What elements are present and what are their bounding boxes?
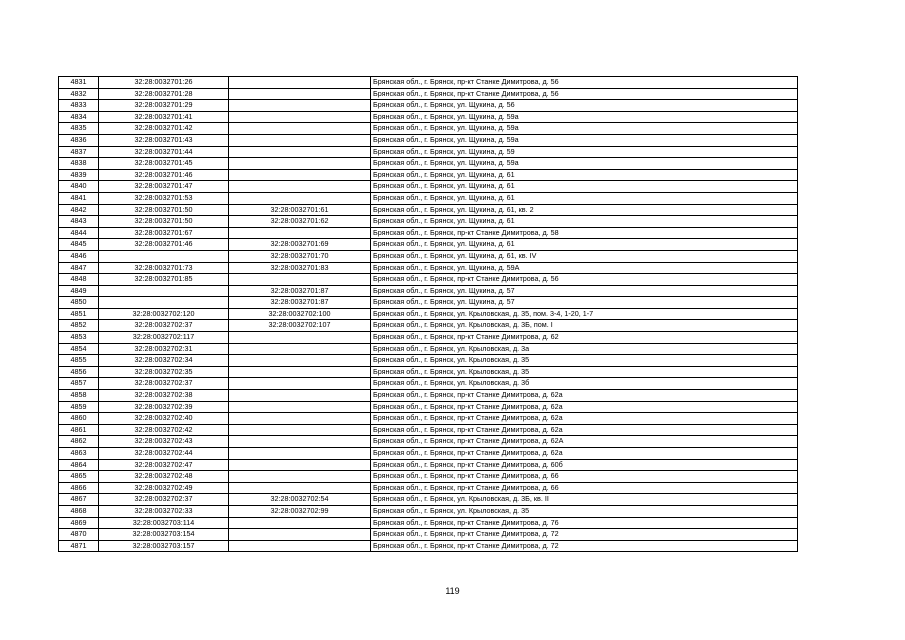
row-number-cell: 4869: [59, 517, 99, 529]
address-cell: Брянская обл., г. Брянск, ул. Крыловская, д. 3Б, пом. I: [371, 320, 798, 332]
table-row: [59, 123, 798, 135]
cadastral-number-cell: 32:28:0032703:154: [99, 529, 229, 541]
row-number-cell: 4866: [59, 482, 99, 494]
registry-table: [58, 76, 798, 552]
table-row: [59, 436, 798, 448]
row-number-cell: 4858: [59, 390, 99, 402]
cadastral-number-cell: 32:28:0032701:29: [99, 100, 229, 112]
related-cadastral-number-cell: 32:28:0032701:87: [229, 297, 371, 309]
related-cadastral-number-cell: [229, 482, 371, 494]
related-cadastral-number-cell: [229, 401, 371, 413]
address-cell: Брянская обл., г. Брянск, пр-кт Станке Димитрова, д. 72: [371, 529, 798, 541]
related-cadastral-number-cell: [229, 77, 371, 89]
address-cell: Брянская обл., г. Брянск, ул. Крыловская, д. 35: [371, 355, 798, 367]
related-cadastral-number-cell: [229, 413, 371, 425]
related-cadastral-number-cell: [229, 540, 371, 552]
row-number-cell: 4862: [59, 436, 99, 448]
table-row: [59, 111, 798, 123]
cadastral-number-cell: 32:28:0032701:45: [99, 158, 229, 170]
cadastral-number-cell: 32:28:0032702:117: [99, 332, 229, 344]
cadastral-number-cell: 32:28:0032701:41: [99, 111, 229, 123]
row-number-cell: 4833: [59, 100, 99, 112]
related-cadastral-number-cell: 32:28:0032702:54: [229, 494, 371, 506]
address-cell: Брянская обл., г. Брянск, пр-кт Станке Димитрова, д. 62а: [371, 401, 798, 413]
row-number-cell: 4840: [59, 181, 99, 193]
table-row: [59, 239, 798, 251]
table-row: [59, 77, 798, 89]
cadastral-number-cell: 32:28:0032702:35: [99, 366, 229, 378]
related-cadastral-number-cell: [229, 343, 371, 355]
table-row: [59, 297, 798, 309]
row-number-cell: 4861: [59, 424, 99, 436]
related-cadastral-number-cell: [229, 390, 371, 402]
address-cell: Брянская обл., г. Брянск, ул. Щукина, д. 61: [371, 192, 798, 204]
related-cadastral-number-cell: [229, 146, 371, 158]
table-row: [59, 471, 798, 483]
cadastral-number-cell: 32:28:0032702:38: [99, 390, 229, 402]
row-number-cell: 4857: [59, 378, 99, 390]
related-cadastral-number-cell: [229, 448, 371, 460]
table-row: [59, 181, 798, 193]
row-number-cell: 4832: [59, 88, 99, 100]
address-cell: Брянская обл., г. Брянск, ул. Щукина, д. 61: [371, 216, 798, 228]
table-row: [59, 146, 798, 158]
cadastral-number-cell: 32:28:0032702:44: [99, 448, 229, 460]
table-row: [59, 366, 798, 378]
address-cell: Брянская обл., г. Брянск, пр-кт Станке Димитрова, д. 62а: [371, 424, 798, 436]
table-row: [59, 529, 798, 541]
cadastral-number-cell: [99, 297, 229, 309]
cadastral-number-cell: 32:28:0032702:47: [99, 459, 229, 471]
row-number-cell: 4839: [59, 169, 99, 181]
row-number-cell: 4852: [59, 320, 99, 332]
row-number-cell: 4834: [59, 111, 99, 123]
address-cell: Брянская обл., г. Брянск, ул. Щукина, д. 61, кв. 2: [371, 204, 798, 216]
row-number-cell: 4863: [59, 448, 99, 460]
related-cadastral-number-cell: 32:28:0032702:107: [229, 320, 371, 332]
table-row: [59, 378, 798, 390]
row-number-cell: 4844: [59, 227, 99, 239]
table-row: [59, 494, 798, 506]
row-number-cell: 4856: [59, 366, 99, 378]
address-cell: Брянская обл., г. Брянск, ул. Щукина, д. 61: [371, 169, 798, 181]
row-number-cell: 4842: [59, 204, 99, 216]
address-cell: Брянская обл., г. Брянск, пр-кт Станке Димитрова, д. 62а: [371, 413, 798, 425]
address-cell: Брянская обл., г. Брянск, ул. Щукина, д. 59А: [371, 262, 798, 274]
table-row: [59, 424, 798, 436]
table-row: [59, 505, 798, 517]
address-cell: Брянская обл., г. Брянск, пр-кт Станке Димитрова, д. 56: [371, 88, 798, 100]
address-cell: Брянская обл., г. Брянск, ул. Щукина, д. 59а: [371, 134, 798, 146]
table-row: [59, 401, 798, 413]
table-row: [59, 169, 798, 181]
row-number-cell: 4859: [59, 401, 99, 413]
table-row: [59, 204, 798, 216]
table-row: [59, 320, 798, 332]
table-row: [59, 540, 798, 552]
address-cell: Брянская обл., г. Брянск, ул. Щукина, д. 59: [371, 146, 798, 158]
address-cell: Брянская обл., г. Брянск, пр-кт Станке Димитрова, д. 62а: [371, 448, 798, 460]
cadastral-number-cell: 32:28:0032701:26: [99, 77, 229, 89]
related-cadastral-number-cell: [229, 366, 371, 378]
related-cadastral-number-cell: 32:28:0032701:83: [229, 262, 371, 274]
row-number-cell: 4841: [59, 192, 99, 204]
cadastral-number-cell: 32:28:0032701:46: [99, 169, 229, 181]
table-row: [59, 192, 798, 204]
cadastral-number-cell: 32:28:0032702:37: [99, 378, 229, 390]
address-cell: Брянская обл., г. Брянск, пр-кт Станке Димитрова, д. 66: [371, 482, 798, 494]
cadastral-number-cell: 32:28:0032702:40: [99, 413, 229, 425]
related-cadastral-number-cell: [229, 192, 371, 204]
address-cell: Брянская обл., г. Брянск, ул. Крыловская, д. 35: [371, 366, 798, 378]
related-cadastral-number-cell: [229, 424, 371, 436]
row-number-cell: 4836: [59, 134, 99, 146]
address-cell: Брянская обл., г. Брянск, ул. Щукина, д. 57: [371, 285, 798, 297]
cadastral-number-cell: 32:28:0032701:85: [99, 274, 229, 286]
cadastral-number-cell: 32:28:0032702:48: [99, 471, 229, 483]
related-cadastral-number-cell: [229, 459, 371, 471]
cadastral-number-cell: 32:28:0032701:50: [99, 204, 229, 216]
row-number-cell: 4870: [59, 529, 99, 541]
row-number-cell: 4846: [59, 250, 99, 262]
address-cell: Брянская обл., г. Брянск, пр-кт Станке Димитрова, д. 60б: [371, 459, 798, 471]
cadastral-number-cell: 32:28:0032701:28: [99, 88, 229, 100]
table-row: [59, 390, 798, 402]
registry-table-body: [59, 77, 798, 552]
table-row: [59, 227, 798, 239]
address-cell: Брянская обл., г. Брянск, ул. Крыловская, д. 35: [371, 505, 798, 517]
cadastral-number-cell: 32:28:0032701:73: [99, 262, 229, 274]
cadastral-number-cell: 32:28:0032702:31: [99, 343, 229, 355]
address-cell: Брянская обл., г. Брянск, пр-кт Станке Димитрова, д. 56: [371, 274, 798, 286]
cadastral-number-cell: 32:28:0032702:49: [99, 482, 229, 494]
address-cell: Брянская обл., г. Брянск, ул. Крыловская, д. 3б: [371, 378, 798, 390]
row-number-cell: 4843: [59, 216, 99, 228]
row-number-cell: 4835: [59, 123, 99, 135]
cadastral-number-cell: 32:28:0032703:114: [99, 517, 229, 529]
cadastral-number-cell: 32:28:0032701:47: [99, 181, 229, 193]
address-cell: Брянская обл., г. Брянск, ул. Крыловская, д. 3Б, кв. II: [371, 494, 798, 506]
table-row: [59, 459, 798, 471]
table-row: [59, 308, 798, 320]
address-cell: Брянская обл., г. Брянск, пр-кт Станке Димитрова, д. 58: [371, 227, 798, 239]
row-number-cell: 4864: [59, 459, 99, 471]
row-number-cell: 4847: [59, 262, 99, 274]
table-row: [59, 216, 798, 228]
row-number-cell: 4853: [59, 332, 99, 344]
table-row: [59, 343, 798, 355]
row-number-cell: 4854: [59, 343, 99, 355]
table-row: [59, 134, 798, 146]
related-cadastral-number-cell: [229, 88, 371, 100]
related-cadastral-number-cell: [229, 134, 371, 146]
related-cadastral-number-cell: 32:28:0032701:87: [229, 285, 371, 297]
page-number: 119: [445, 586, 460, 596]
related-cadastral-number-cell: 32:28:0032701:69: [229, 239, 371, 251]
row-number-cell: 4837: [59, 146, 99, 158]
cadastral-number-cell: 32:28:0032703:157: [99, 540, 229, 552]
table-row: [59, 274, 798, 286]
row-number-cell: 4845: [59, 239, 99, 251]
row-number-cell: 4851: [59, 308, 99, 320]
related-cadastral-number-cell: [229, 355, 371, 367]
table-row: [59, 250, 798, 262]
address-cell: Брянская обл., г. Брянск, пр-кт Станке Димитрова, д. 56: [371, 77, 798, 89]
row-number-cell: 4848: [59, 274, 99, 286]
row-number-cell: 4860: [59, 413, 99, 425]
address-cell: Брянская обл., г. Брянск, пр-кт Станке Димитрова, д. 66: [371, 471, 798, 483]
row-number-cell: 4865: [59, 471, 99, 483]
table-row: [59, 355, 798, 367]
related-cadastral-number-cell: 32:28:0032701:61: [229, 204, 371, 216]
address-cell: Брянская обл., г. Брянск, ул. Щукина, д. 59а: [371, 158, 798, 170]
related-cadastral-number-cell: [229, 517, 371, 529]
related-cadastral-number-cell: 32:28:0032701:70: [229, 250, 371, 262]
row-number-cell: 4850: [59, 297, 99, 309]
row-number-cell: 4855: [59, 355, 99, 367]
table-row: [59, 332, 798, 344]
address-cell: Брянская обл., г. Брянск, ул. Щукина, д. 59а: [371, 123, 798, 135]
table-row: [59, 448, 798, 460]
related-cadastral-number-cell: [229, 181, 371, 193]
address-cell: Брянская обл., г. Брянск, ул. Щукина, д. 57: [371, 297, 798, 309]
cadastral-number-cell: 32:28:0032702:120: [99, 308, 229, 320]
cadastral-number-cell: 32:28:0032702:42: [99, 424, 229, 436]
related-cadastral-number-cell: 32:28:0032702:100: [229, 308, 371, 320]
related-cadastral-number-cell: [229, 378, 371, 390]
related-cadastral-number-cell: [229, 158, 371, 170]
related-cadastral-number-cell: [229, 227, 371, 239]
cadastral-number-cell: 32:28:0032701:50: [99, 216, 229, 228]
row-number-cell: 4867: [59, 494, 99, 506]
row-number-cell: 4871: [59, 540, 99, 552]
row-number-cell: 4868: [59, 505, 99, 517]
related-cadastral-number-cell: [229, 471, 371, 483]
address-cell: Брянская обл., г. Брянск, пр-кт Станке Димитрова, д. 72: [371, 540, 798, 552]
related-cadastral-number-cell: [229, 436, 371, 448]
related-cadastral-number-cell: [229, 332, 371, 344]
related-cadastral-number-cell: [229, 100, 371, 112]
table-row: [59, 285, 798, 297]
cadastral-number-cell: 32:28:0032702:43: [99, 436, 229, 448]
row-number-cell: 4838: [59, 158, 99, 170]
cadastral-number-cell: 32:28:0032701:46: [99, 239, 229, 251]
cadastral-number-cell: 32:28:0032701:42: [99, 123, 229, 135]
address-cell: Брянская обл., г. Брянск, ул. Щукина, д. 61: [371, 181, 798, 193]
address-cell: Брянская обл., г. Брянск, ул. Крыловская, д. 3а: [371, 343, 798, 355]
table-row: [59, 517, 798, 529]
related-cadastral-number-cell: [229, 169, 371, 181]
cadastral-number-cell: 32:28:0032702:34: [99, 355, 229, 367]
related-cadastral-number-cell: [229, 274, 371, 286]
cadastral-number-cell: 32:28:0032702:39: [99, 401, 229, 413]
table-row: [59, 88, 798, 100]
registry-sheet: [58, 76, 797, 552]
table-row: [59, 100, 798, 112]
cadastral-number-cell: 32:28:0032701:43: [99, 134, 229, 146]
row-number-cell: 4849: [59, 285, 99, 297]
related-cadastral-number-cell: 32:28:0032702:99: [229, 505, 371, 517]
related-cadastral-number-cell: [229, 111, 371, 123]
row-number-cell: 4831: [59, 77, 99, 89]
cadastral-number-cell: 32:28:0032701:67: [99, 227, 229, 239]
address-cell: Брянская обл., г. Брянск, пр-кт Станке Димитрова, д. 62: [371, 332, 798, 344]
address-cell: Брянская обл., г. Брянск, ул. Щукина, д. 56: [371, 100, 798, 112]
address-cell: Брянская обл., г. Брянск, ул. Щукина, д. 59а: [371, 111, 798, 123]
address-cell: Брянская обл., г. Брянск, пр-кт Станке Димитрова, д. 62а: [371, 390, 798, 402]
related-cadastral-number-cell: [229, 529, 371, 541]
address-cell: Брянская обл., г. Брянск, ул. Щукина, д. 61: [371, 239, 798, 251]
cadastral-number-cell: 32:28:0032702:37: [99, 320, 229, 332]
table-row: [59, 482, 798, 494]
address-cell: Брянская обл., г. Брянск, ул. Щукина, д. 61, кв. IV: [371, 250, 798, 262]
address-cell: Брянская обл., г. Брянск, пр-кт Станке Димитрова, д. 62А: [371, 436, 798, 448]
cadastral-number-cell: [99, 285, 229, 297]
table-row: [59, 413, 798, 425]
cadastral-number-cell: 32:28:0032701:44: [99, 146, 229, 158]
table-row: [59, 262, 798, 274]
cadastral-number-cell: 32:28:0032702:37: [99, 494, 229, 506]
address-cell: Брянская обл., г. Брянск, пр-кт Станке Димитрова, д. 76: [371, 517, 798, 529]
address-cell: Брянская обл., г. Брянск, ул. Крыловская, д. 35, пом. 3-4, 1-20, 1-7: [371, 308, 798, 320]
table-row: [59, 158, 798, 170]
cadastral-number-cell: 32:28:0032701:53: [99, 192, 229, 204]
related-cadastral-number-cell: [229, 123, 371, 135]
cadastral-number-cell: [99, 250, 229, 262]
related-cadastral-number-cell: 32:28:0032701:62: [229, 216, 371, 228]
cadastral-number-cell: 32:28:0032702:33: [99, 505, 229, 517]
